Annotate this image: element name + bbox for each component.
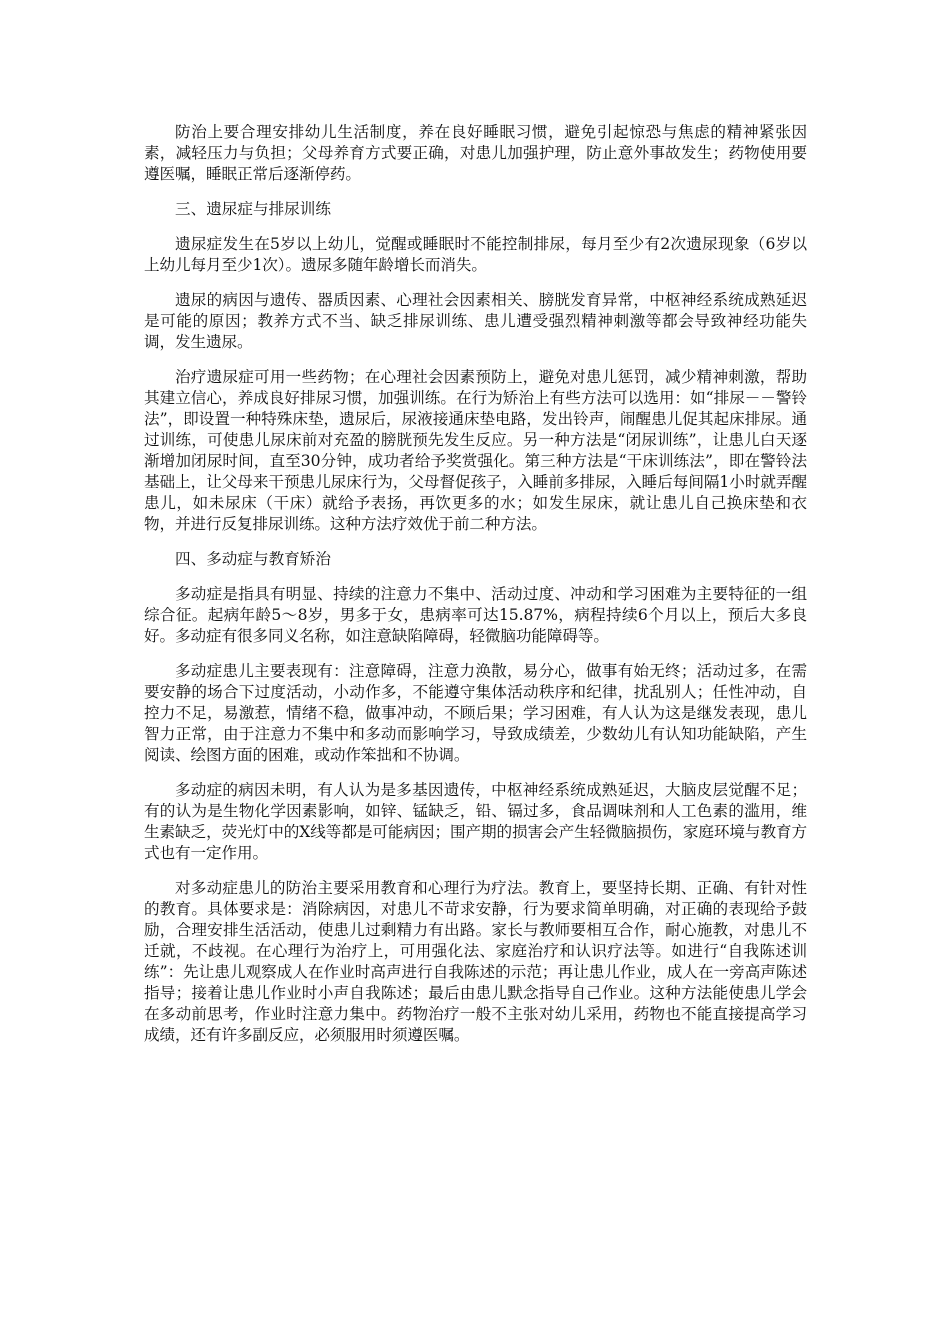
paragraph-adhd-treatment: 对多动症患儿的防治主要采用教育和心理行为疗法。教育上，要坚持长期、正确、有针对性的教育。具体要求是：消除病因，对患儿不苛求安静，行为要求简单明确，对正确的表现给予鼓励，合理安排生活活动，使患儿过剩精力有出路。家长与教师要相互合作，耐心施教，对患儿不迁就，不歧视。在心理行为治疗上，可用强化法、家庭治疗和认识疗法等。如进行“自我陈述训练”：先让患儿观察成人在作业时高声进行自我陈述的示范；再让患儿作业，成人在一旁高声陈述指导；接着让患儿作业时小声自我陈述；最后由患儿默念指导自己作业。这种方法能使患儿学会在多动前思考，作业时注意力集中。药物治疗一般不主张对幼儿采用，药物也不能直接提高学习成绩，还有许多副反应，必须服用时须遵医嘱。 [144, 879, 807, 1044]
paragraph-adhd-causes: 多动症的病因未明，有人认为是多基因遗传，中枢神经系统成熟延迟，大脑皮层觉醒不足；有的认为是生物化学因素影响，如锌、锰缺乏，铅、镉过多，食品调味剂和人工色素的滥用，维生素缺乏，荧光灯中的X线等都是可能病因；围产期的损害会产生轻微脑损伤，家庭环境与教育方式也有一定作用。 [144, 781, 807, 862]
paragraph-prevention: 防治上要合理安排幼儿生活制度，养在良好睡眠习惯，避免引起惊恐与焦虑的精神紧张因素，减轻压力与负担；父母养育方式要正确，对患儿加强护理，防止意外事故发生；药物使用要遵医嘱，睡眠正常后逐渐停药。 [144, 123, 807, 183]
paragraph-adhd-symptoms: 多动症患儿主要表现有：注意障碍，注意力涣散，易分心，做事有始无终；活动过多，在需要安静的场合下过度活动，小动作多，不能遵守集体活动秩序和纪律，扰乱别人；任性冲动，自控力不足，易激惹，情绪不稳，做事冲动，不顾后果；学习困难，有人认为这是继发表现，患儿智力正常，由于注意力不集中和多动而影响学习，导致成绩差，少数幼儿有认知功能缺陷，产生阅读、绘图方面的困难，或动作笨拙和不协调。 [144, 662, 807, 764]
paragraph-enuresis-definition: 遗尿症发生在5岁以上幼儿，觉醒或睡眠时不能控制排尿，每月至少有2次遗尿现象（6岁以上幼儿每月至少1次）。遗尿多随年龄增长而消失。 [144, 235, 807, 274]
paragraph-enuresis-treatment: 治疗遗尿症可用一些药物；在心理社会因素预防上，避免对患儿惩罚，减少精神刺激，帮助其建立信心，养成良好排尿习惯，加强训练。在行为矫治上有些方法可以选用：如“排尿－－警铃法”，即设置一种特殊床垫，遗尿后，尿液接通床垫电路，发出铃声，闹醒患儿促其起床排尿。通过训练，可使患儿尿床前对充盈的膀胱预先发生反应。另一种方法是“闭尿训练”，让患儿白天逐渐增加闭尿时间，直至30分钟，成功者给予奖赏强化。第三种方法是“干床训练法”，即在警铃法基础上，让父母来干预患儿尿床行为，父母督促孩子，入睡前多排尿，入睡后每间隔1小时就弄醒患儿，如未尿床（干床）就给予表扬，再饮更多的水；如发生尿床，就让患儿自己换床垫和衣物，并进行反复排尿训练。这种方法疗效优于前二种方法。 [144, 368, 807, 533]
heading-adhd: 四、多动症与教育矫治 [175, 550, 331, 568]
heading-enuresis: 三、遗尿症与排尿训练 [175, 200, 331, 218]
paragraph-adhd-definition: 多动症是指具有明显、持续的注意力不集中、活动过度、冲动和学习困难为主要特征的一组综合征。起病年龄5～8岁，男多于女，患病率可达15.87%，病程持续6个月以上，预后大多良好。多动症有很多同义名称，如注意缺陷障碍，轻微脑功能障碍等。 [144, 585, 807, 645]
paragraph-enuresis-causes: 遗尿的病因与遗传、器质因素、心理社会因素相关、膀胱发育异常，中枢神经系统成熟延迟是可能的原因；教养方式不当、缺乏排尿训练、患儿遭受强烈精神刺激等都会导致神经功能失调，发生遗尿。 [144, 291, 807, 351]
document-page [144, 122, 807, 1046]
